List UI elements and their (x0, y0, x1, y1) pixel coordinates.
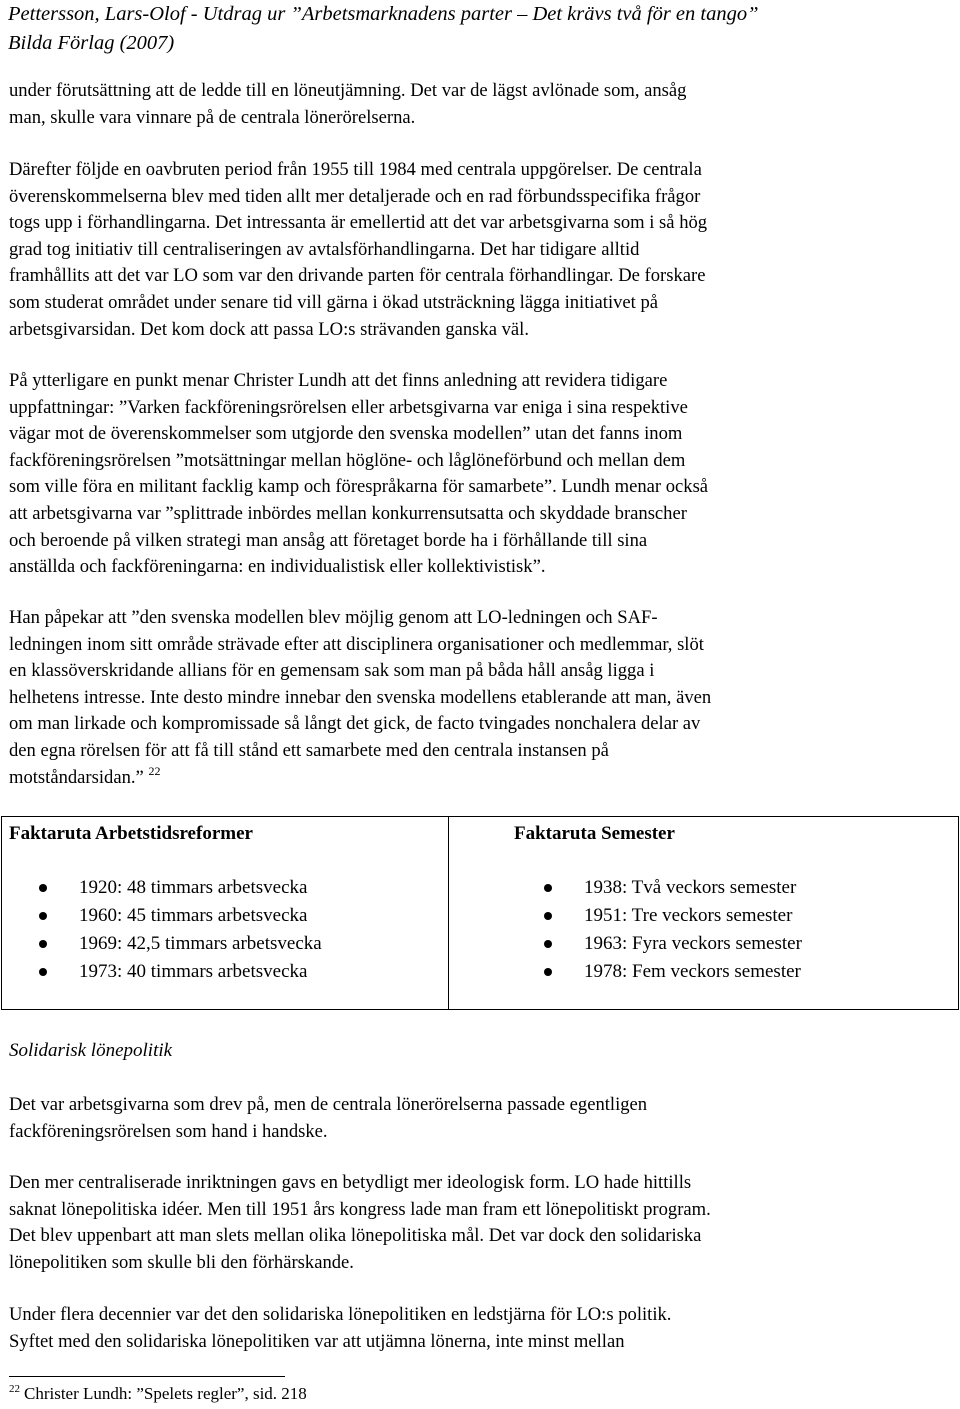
text-line: På ytterligare en punkt menar Christer Lundh att det finns anledning att revidera tidigare (9, 370, 668, 391)
text-line (9, 765, 949, 793)
list-item-text: 1938: Två veckors semester (584, 877, 797, 898)
factbox-title: Faktaruta Arbetstidsreformer (9, 823, 253, 844)
text-line: Under flera decennier var det den solidariska lönepolitiken en ledstjärna för LO:s politik. (9, 1304, 672, 1325)
paragraph-4 (9, 605, 949, 792)
bullet-icon (544, 884, 552, 892)
text-line: Syftet med den solidariska lönepolitiken var att utjämna lönerna, inte minst mellan (9, 1330, 625, 1352)
paragraph-6 (9, 1170, 949, 1276)
list-item-text: 1960: 45 timmars arbetsvecka (79, 905, 308, 926)
text-line: fackföreningsrörelsen ”motsättningar mellan höglöne- och låglöneförbund och mellan dem (9, 449, 686, 471)
text-line: arbetsgivarsidan. Det kom dock att passa LO:s strävanden ganska väl. (9, 318, 529, 340)
paragraph-7 (9, 1302, 949, 1355)
text-line: fackföreningsrörelsen som hand i handske. (9, 1120, 328, 1142)
page-header (8, 0, 948, 58)
list-item (514, 902, 802, 930)
list-item (9, 902, 322, 930)
header-publisher: Bilda Förlag (2007) (8, 32, 175, 54)
list-item-text: 1978: Fem veckors semester (584, 961, 801, 982)
footnote-text: Christer Lundh: ”Spelets regler”, sid. 218 (24, 1384, 307, 1403)
paragraph-5 (9, 1092, 949, 1145)
factbox-list (9, 874, 322, 986)
text-line: vägar mot de överenskommelser som utgjorde den svenska modellen” utan det fanns inom (9, 423, 683, 445)
text-line: framhållits att det var LO som var den drivande parten för centrala förhandlingar. De forskare (9, 265, 706, 287)
text-line: överenskommelserna blev med tiden allt mer detaljerade och en rad förbundsspecifika frågor (9, 185, 701, 207)
bullet-icon (544, 968, 552, 976)
section-heading (9, 1038, 949, 1064)
factbox-title: Faktaruta Semester (514, 823, 675, 844)
footnote-rule (9, 1376, 285, 1377)
text-line: Den mer centraliserade inriktningen gavs en betydligt mer ideologisk form. LO hade hittills (9, 1172, 692, 1193)
footnote-number: 22 (9, 1383, 20, 1395)
paragraph-2 (9, 157, 949, 343)
bullet-icon (39, 884, 47, 892)
text-line: under förutsättning att de ledde till en löneutjämning. Det var de lägst avlönade som, ansåg (9, 80, 687, 101)
factbox-list (514, 874, 802, 986)
text-line: Det var arbetsgivarna som drev på, men de centrala lönerörelserna passade egentligen (9, 1094, 648, 1115)
text-line: Det blev uppenbart att man slets mellan olika lönepolitiska mål. Det var dock den solidariska (9, 1225, 702, 1247)
text-line-end: motståndarsidan.” (9, 766, 144, 788)
text-line: togs upp i förhandlingarna. Det intressanta är emellertid att det var arbetsgivarna som i så hög (9, 212, 708, 234)
text-line: som ville föra en militant facklig kamp och förespråkarna för samarbete”. Lundh menar också (9, 476, 709, 498)
text-line: uppfattningar: ”Varken fackföreningsrörelsen eller arbetsgivarna var eniga i sina respektive (9, 396, 688, 418)
paragraph-3 (9, 368, 949, 581)
list-item-text: 1920: 48 timmars arbetsvecka (79, 877, 308, 898)
list-item-text: 1969: 42,5 timmars arbetsvecka (79, 933, 322, 954)
factbox-table (1, 816, 959, 1010)
text-line: anställda och fackföreningarna: en individualistisk eller kollektivistisk”. (9, 556, 546, 578)
bullet-icon (544, 912, 552, 920)
section-title: Solidarisk lönepolitik (9, 1040, 173, 1061)
text-line: en klassöverskridande allians för en gemensam sak som man på båda håll ansåg ligga i (9, 660, 655, 682)
factbox-vacation (514, 817, 802, 986)
list-item-text: 1963: Fyra veckors semester (584, 933, 802, 954)
factbox-divider (448, 817, 449, 1009)
paragraph-1 (9, 78, 949, 131)
bullet-icon (39, 968, 47, 976)
list-item (9, 930, 322, 958)
header-title: Pettersson, Lars-Olof - Utdrag ur ”Arbetsmarknadens parter – Det krävs två för en tango” (8, 3, 759, 25)
text-line: den egna rörelsen för att få till stånd ett samarbete med den centrala instansen på (9, 739, 609, 761)
text-line: som studerat området under senare tid vill gärna i ökad utsträckning lägga initiativet på (9, 291, 659, 313)
footnote (9, 1382, 307, 1408)
bullet-icon (544, 940, 552, 948)
text-line: man, skulle vara vinnare på de centrala lönerörelserna. (9, 106, 416, 128)
text-line: om man lirkade och kompromissade så långt det gick, de facto tvingades nonchalera delar av (9, 713, 701, 735)
text-line: ledningen inom sitt område strävade efter att disciplinera organisationer och medlemmar, slöt (9, 633, 704, 655)
text-line: att arbetsgivarna var ”splittrade inbördes mellan konkurrensutsatta och skyddade branscher (9, 502, 687, 524)
list-item (9, 958, 322, 986)
list-item (9, 874, 322, 902)
bullet-icon (39, 940, 47, 948)
list-item-text: 1973: 40 timmars arbetsvecka (79, 961, 308, 982)
text-line: helhetens intresse. Inte desto mindre innebar den svenska modellens etablerande att man, även (9, 686, 712, 708)
factbox-work-hours (9, 817, 322, 986)
footnote-reference[interactable]: 22 (148, 763, 161, 778)
text-line: och beroende på vilken strategi man ansåg att företaget borde ha i förhållande till sina (9, 529, 648, 551)
text-line: Därefter följde en oavbruten period från 1955 till 1984 med centrala uppgörelser. De centrala (9, 159, 702, 180)
text-line: Han påpekar att ”den svenska modellen blev möjlig genom att LO-ledningen och SAF- (9, 607, 658, 628)
text-line: grad tog initiativ till centraliseringen av avtalsförhandlingarna. Det har tidigare alltid (9, 238, 640, 260)
list-item (514, 930, 802, 958)
text-line: lönepolitiken som skulle bli den förhärskande. (9, 1251, 354, 1273)
list-item (514, 958, 802, 986)
text-line: saknat lönepolitiska idéer. Men till 1951 års kongress lade man fram ett lönepolitiskt program. (9, 1198, 711, 1220)
bullet-icon (39, 912, 47, 920)
list-item-text: 1951: Tre veckors semester (584, 905, 793, 926)
list-item (514, 874, 802, 902)
